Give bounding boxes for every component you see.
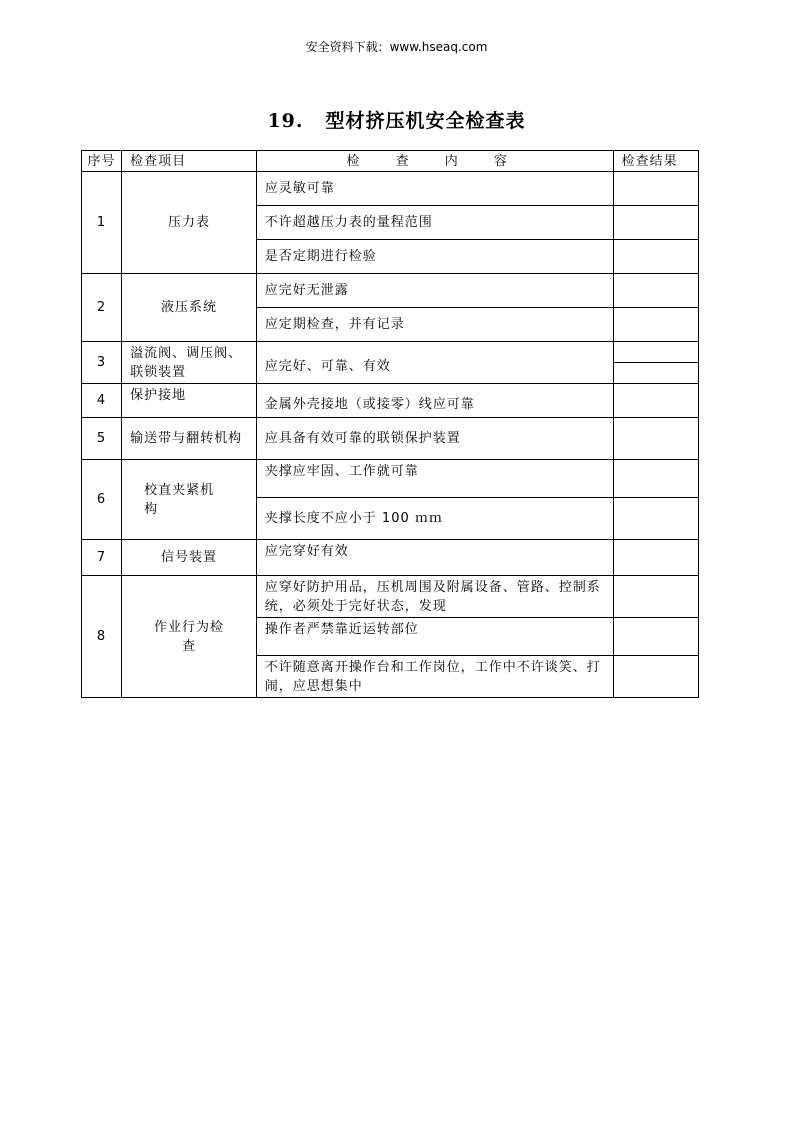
row-content: 应具备有效可靠的联锁保护装置 [256, 418, 613, 460]
row-content: 是否定期进行检验 [256, 240, 613, 274]
row-no: 8 [82, 576, 122, 698]
row-content: 金属外壳接地（或接零）线应可靠 [256, 384, 613, 418]
row-result-cell [613, 342, 698, 363]
table-row [82, 384, 699, 418]
col-header-content: 检 查 内 容 [256, 151, 613, 172]
row-content: 应完好无泄露 [256, 274, 613, 308]
row-content: 夹撑应牢固、工作就可靠 [256, 460, 613, 498]
table-row [82, 460, 699, 498]
table-row [82, 274, 699, 308]
row-content: 不许超越压力表的量程范围 [256, 206, 613, 240]
row-item: 液压系统 [122, 274, 257, 342]
row-content: 夹撑长度不应小于 100 ｍｍ [256, 498, 613, 540]
row-result-cell [613, 172, 698, 206]
row-result-cell [613, 240, 698, 274]
table-row [82, 576, 699, 618]
table-header-row [82, 151, 699, 172]
row-result-cell [613, 363, 698, 384]
row-result-cell [613, 576, 698, 618]
row-no: 7 [82, 540, 122, 576]
row-content: 操作者严禁靠近运转部位 [256, 618, 613, 656]
row-result-cell [613, 656, 698, 698]
row-result-cell [613, 498, 698, 540]
row-result-cell [613, 618, 698, 656]
row-content: 应完好、可靠、有效 [256, 342, 613, 384]
page-header: 安全资料下载：www.hseaq.com [305, 40, 488, 54]
row-no: 3 [82, 342, 122, 384]
row-result-cell [613, 418, 698, 460]
row-item: 溢流阀、调压阀、联锁装置 [122, 342, 257, 384]
row-no: 2 [82, 274, 122, 342]
row-result-cell [613, 460, 698, 498]
col-header-item: 检查项目 [122, 151, 257, 172]
row-item: 信号装置 [122, 540, 257, 576]
inspection-table [81, 150, 699, 698]
row-content: 应完穿好有效 [256, 540, 613, 576]
row-result-cell [613, 384, 698, 418]
row-no: 4 [82, 384, 122, 418]
row-no: 5 [82, 418, 122, 460]
row-item: 作业行为检查 [122, 576, 257, 698]
row-item: 保护接地 [122, 384, 257, 418]
row-result-cell [613, 540, 698, 576]
title-text: 型材挤压机安全检查表 [325, 110, 526, 132]
title-number: 19. [267, 110, 304, 132]
row-result-cell [613, 308, 698, 342]
table-row [82, 342, 699, 363]
row-content: 应灵敏可靠 [256, 172, 613, 206]
row-item: 输送带与翻转机构 [122, 418, 257, 460]
row-content: 应定期检查，并有记录 [256, 308, 613, 342]
table-row [82, 418, 699, 460]
row-item: 压力表 [122, 172, 257, 274]
table-row [82, 172, 699, 206]
row-content: 不许随意离开操作台和工作岗位，工作中不许谈笑、打闹，应思想集中 [256, 656, 613, 698]
row-result-cell [613, 274, 698, 308]
col-header-no: 序号 [82, 151, 122, 172]
col-header-result: 检查结果 [613, 151, 698, 172]
row-no: 6 [82, 460, 122, 540]
row-item: 校直夹紧机构 [122, 460, 257, 540]
table-row [82, 540, 699, 576]
document-title [0, 106, 793, 133]
row-content: 应穿好防护用品，压机周围及附属设备、管路、控制系统，必须处于完好状态，发现 [256, 576, 613, 618]
row-no: 1 [82, 172, 122, 274]
row-result-cell [613, 206, 698, 240]
